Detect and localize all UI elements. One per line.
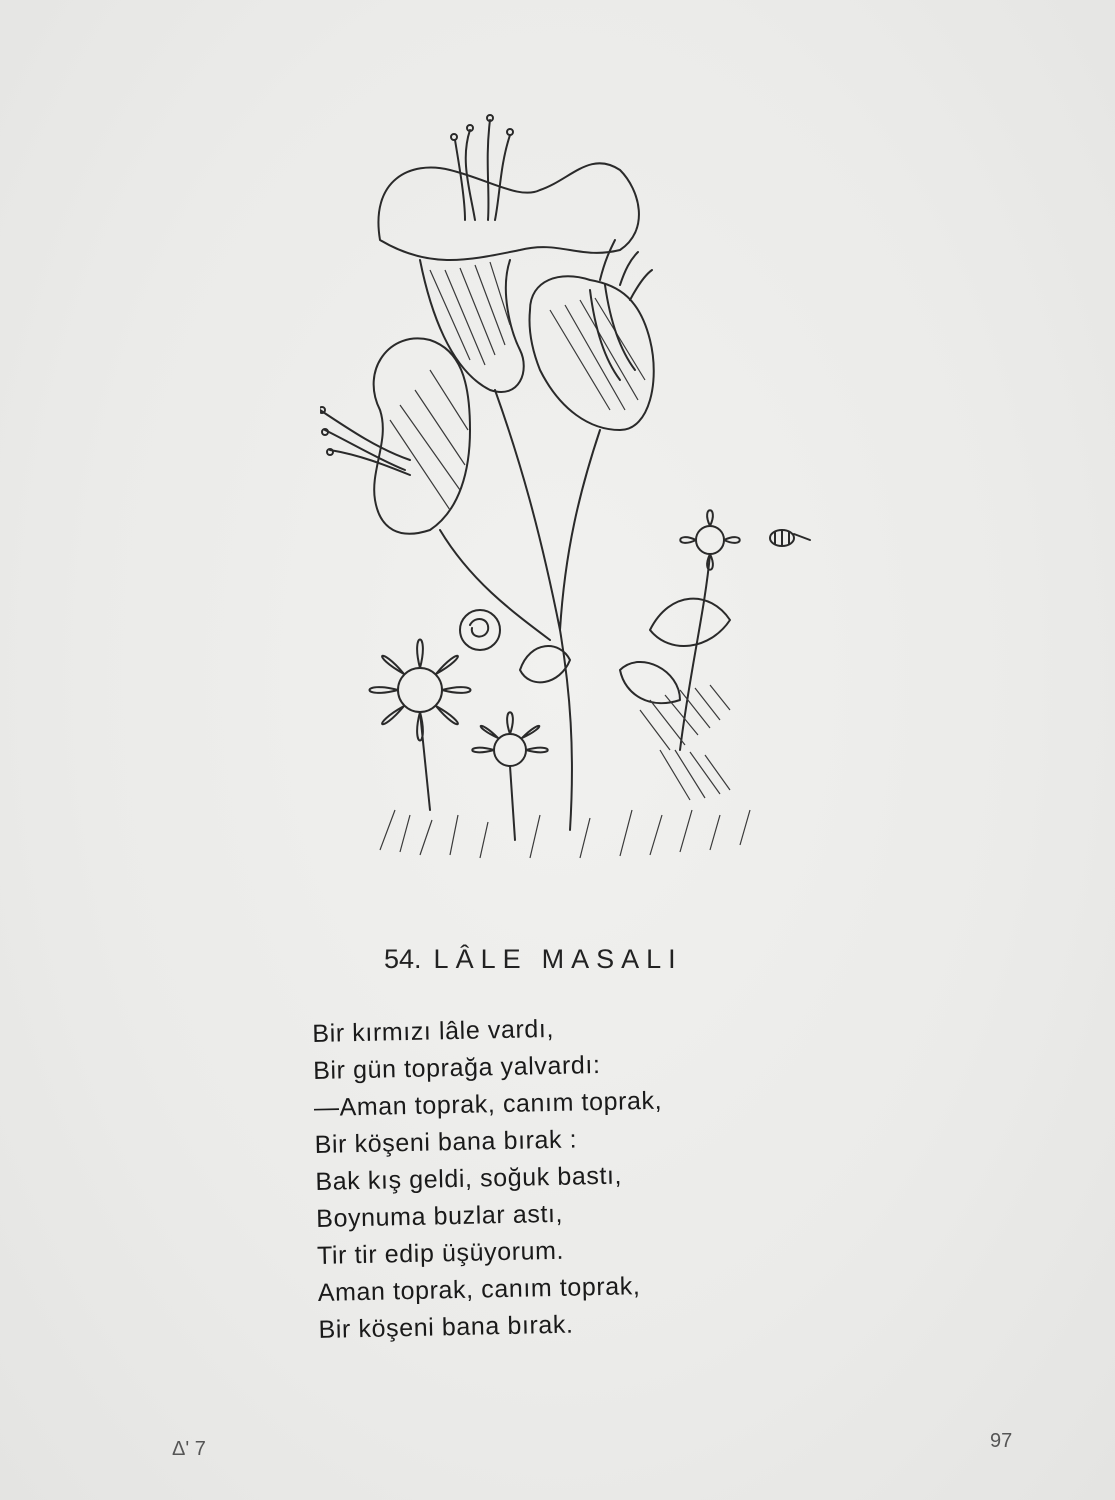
- poem-body: [312, 1004, 879, 1349]
- signature-mark: Δ' 7: [172, 1438, 206, 1460]
- poem-title-word2: MASALI: [541, 944, 683, 974]
- main-stem: [495, 390, 572, 830]
- daisy-flower-lower: [472, 712, 548, 840]
- poem-line: Bir gün toprağa yalvardı:: [312, 1050, 601, 1085]
- poem-line: Aman toprak, canım toprak,: [317, 1272, 641, 1307]
- left-tulip: [320, 338, 470, 533]
- poem-line: Bir kırmızı lâle vardı,: [312, 1014, 555, 1048]
- poem-line: —Aman toprak, canım toprak,: [313, 1086, 663, 1122]
- poem-line: Bir köşeni bana bırak :: [314, 1125, 578, 1159]
- page-number: 97: [990, 1430, 1013, 1452]
- tulip-flowers-illustration: [320, 110, 820, 870]
- bee-illustration: [770, 530, 810, 546]
- right-flower: [680, 510, 740, 750]
- daisy-flower: [370, 640, 471, 811]
- poem-title-word1: LÂLE: [433, 944, 528, 974]
- poem-title: [384, 944, 683, 975]
- poem-number: 54.: [384, 944, 422, 974]
- poem-line: Bir köşeni bana bırak.: [318, 1310, 574, 1344]
- poem-line: Tir tir edip üşüyorum.: [316, 1236, 565, 1270]
- foliage: [380, 599, 750, 858]
- poem-line: Bak kış geldi, soğuk bastı,: [315, 1161, 623, 1196]
- poem-line: Boynuma buzlar astı,: [315, 1199, 564, 1233]
- rose-flower: [460, 610, 500, 650]
- top-tulip: [378, 115, 638, 392]
- right-tulip: [529, 240, 653, 430]
